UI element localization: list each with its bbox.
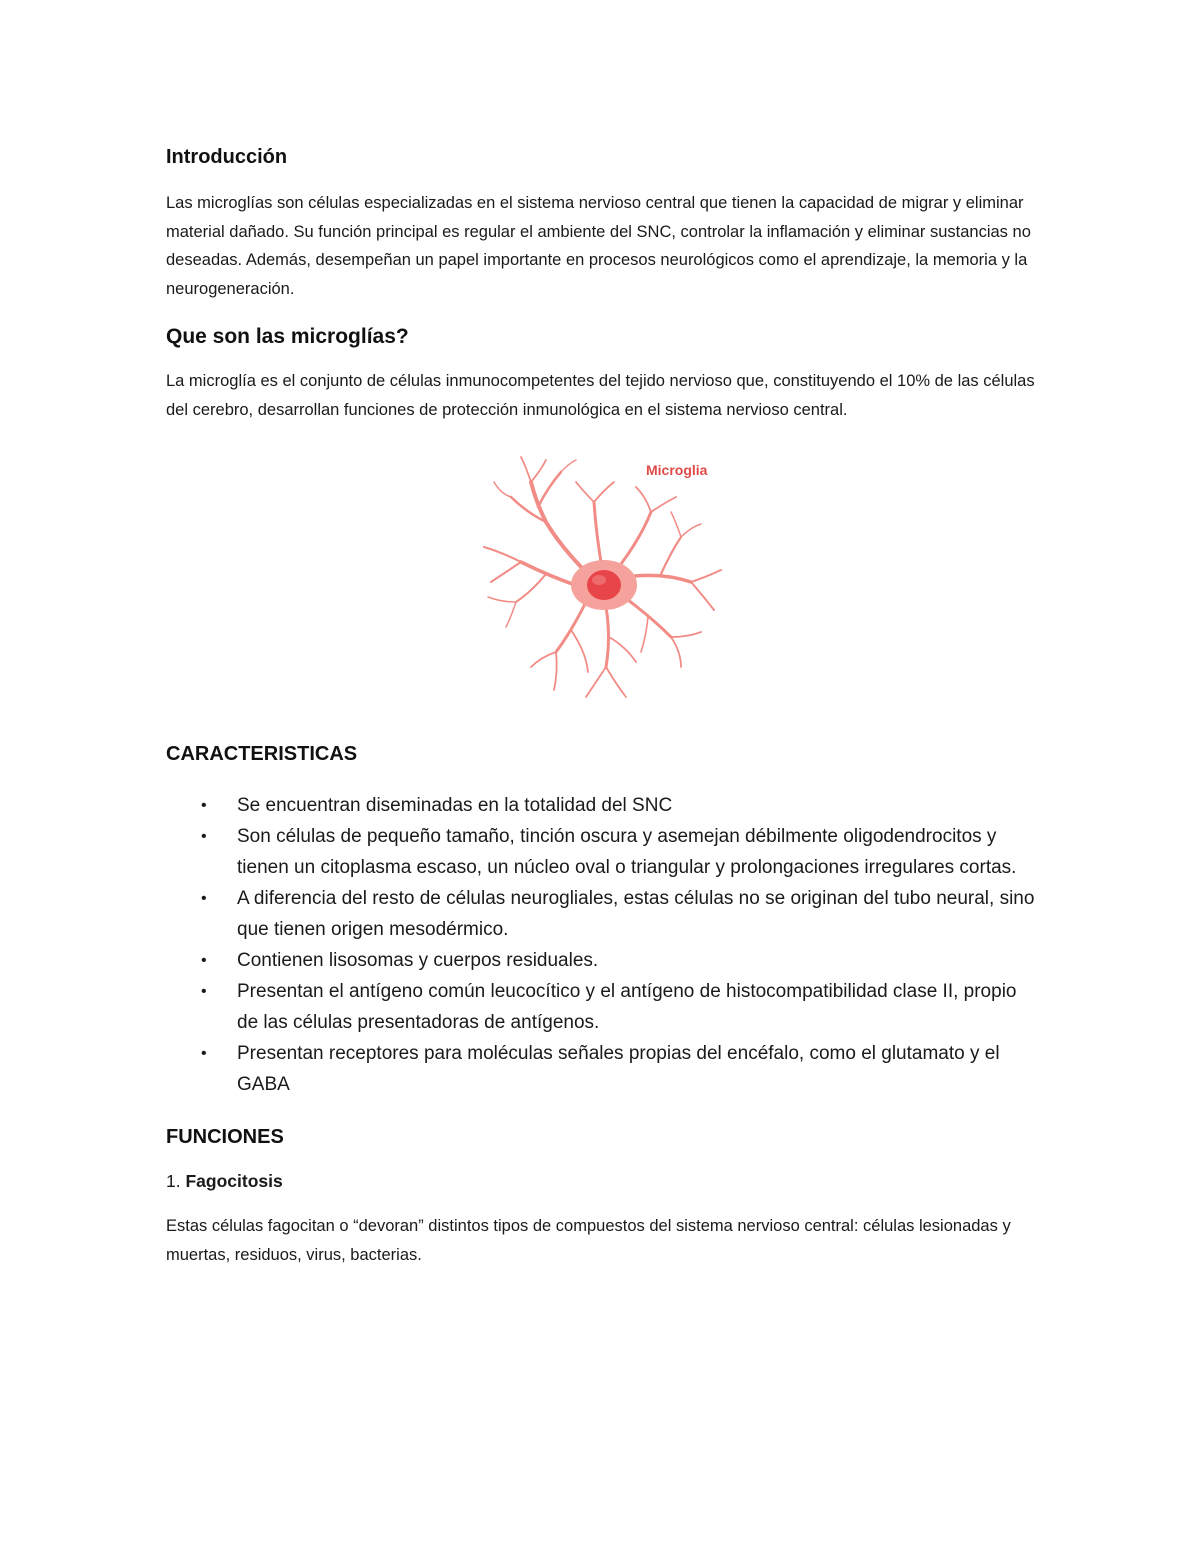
function-item-title: Fagocitosis — [185, 1171, 283, 1191]
bullet-icon: • — [201, 828, 207, 845]
bullet-icon: • — [201, 797, 207, 814]
bullet-icon: • — [201, 952, 207, 969]
microglia-illustration — [476, 452, 726, 707]
bullet-icon: • — [201, 983, 207, 1000]
function-item-paragraph: Estas células fagocitan o “devoran” distintos tipos de compuestos del sistema nervioso central: células lesionadas y muertas, residuos, virus, bacterias. — [166, 1217, 1011, 1264]
function-item-heading — [166, 1171, 1036, 1192]
bullet-icon: • — [201, 1045, 207, 1062]
what-is-heading: Que son las microglías? — [166, 325, 409, 348]
intro-paragraph: Las microglías son células especializadas en el sistema nervioso central que tienen la capacidad de migrar y eliminar material dañado. Su función principal es regular el ambiente del SNC, controlar la inflamación y eliminar sustancias no deseadas. Además, desempeñan un papel importante en procesos neurológicos como el aprendizaje, la memoria y la neurogeneración. — [166, 194, 1031, 298]
microglia-nucleus — [587, 570, 621, 600]
list-item: • Se encuentran diseminadas en la totalidad del SNC — [166, 790, 1036, 821]
functions-heading: FUNCIONES — [166, 1126, 284, 1148]
list-item: • A diferencia del resto de células neurogliales, estas células no se originan del tubo neural, sino que tienen origen mesodérmico. — [166, 883, 1036, 945]
what-is-paragraph: La microglía es el conjunto de células inmunocompetentes del tejido nervioso que, constituyendo el 10% de las células del cerebro, desarrollan funciones de protección inmunológica en el sistema nervioso central. — [166, 372, 1035, 419]
list-item: • Contienen lisosomas y cuerpos residuales. — [166, 945, 1036, 976]
microglia-figure — [166, 452, 1036, 707]
document-page — [166, 140, 1036, 1269]
list-item: • Presentan receptores para moléculas señales propias del encéfalo, como el glutamato y el GABA — [166, 1038, 1036, 1100]
characteristics-list — [166, 790, 1036, 1100]
list-item: • Son células de pequeño tamaño, tinción oscura y asemejan débilmente oligodendrocitos y tienen un citoplasma escaso, un núcleo oval o triangular y prolongaciones irregulares cortas. — [166, 821, 1036, 883]
bullet-icon: • — [201, 890, 207, 907]
microglia-label: Microglia — [646, 462, 708, 478]
function-item-number: 1. — [166, 1171, 181, 1191]
characteristics-heading: CARACTERISTICAS — [166, 743, 358, 765]
intro-heading: Introducción — [166, 146, 288, 168]
list-item: • Presentan el antígeno común leucocítico y el antígeno de histocompatibilidad clase II, propio de las células presentadoras de antígenos. — [166, 976, 1036, 1038]
